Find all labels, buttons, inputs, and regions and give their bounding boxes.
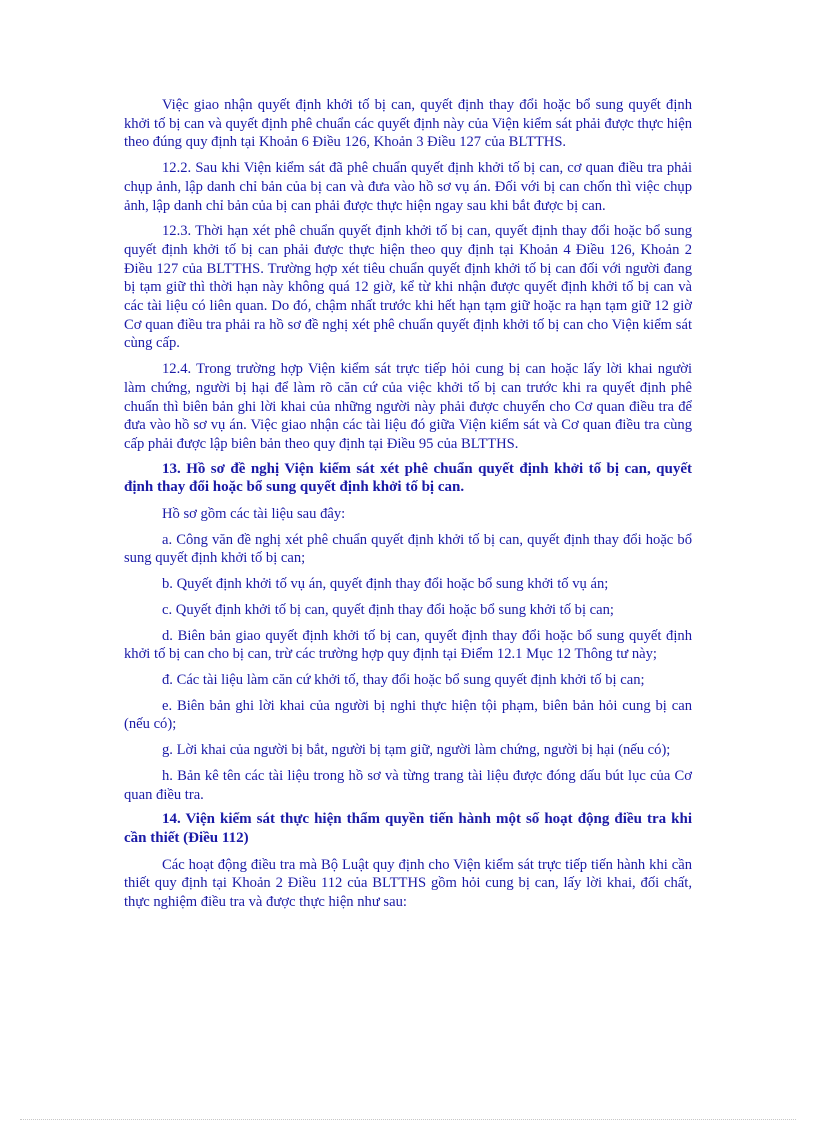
list-item-g: g. Lời khai của người bị bắt, người bị tạm giữ, người làm chứng, người bị hại (nếu có); [162, 742, 671, 759]
section-heading-13: 13. Hồ sơ đề nghị Viện kiểm sát xét phê chuẩn quyết định khởi tố bị can, quyết định thay đổi hoặc bổ sung quyết định khởi tố bị can. [124, 460, 692, 496]
list-item-e: e. Biên bản ghi lời khai của người bị nghi thực hiện tội phạm, biên bản hỏi cung bị can (nếu có); [124, 697, 692, 733]
list-item-b: b. Quyết định khởi tố vụ án, quyết định thay đổi hoặc bổ sung khởi tố vụ án; [162, 576, 609, 593]
paragraph-12-4: 12.4. Trong trường hợp Viện kiểm sát trực tiếp hỏi cung bị can hoặc lấy lời khai người làm chứng, người bị hại để làm rõ căn cứ của việc khởi tố bị can trước khi ra quyết định phê chuẩn thì biên bản ghi lời khai của những người này phải được chuyển cho Cơ quan điều tra để đưa vào hồ sơ vụ án. Việc giao nhận các tài liệu đó giữa Viện kiểm sát và Cơ quan điều tra cùng cấp phải được lập biên bản theo quy định tại Điều 95 của BLTTHS. [124, 361, 692, 452]
paragraph-dossier-intro: Hồ sơ gồm các tài liệu sau đây: [162, 506, 346, 523]
paragraph-investigation-activities: Các hoạt động điều tra mà Bộ Luật quy định cho Viện kiểm sát trực tiếp tiến hành khi cần thiết quy định tại Khoản 2 Điều 112 của BLTTHS gồm hỏi cung bị can, lấy lời khai, đối chất, thực nghiệm điều tra và được thực hiện như sau: [124, 856, 692, 911]
paragraph-12-2: 12.2. Sau khi Viện kiểm sát đã phê chuẩn quyết định khởi tố bị can, cơ quan điều tra phải chụp ảnh, lập danh chỉ bản của bị can và đưa vào hồ sơ vụ án. Đối với bị can chốn thì việc chụp ảnh, lập danh chỉ bản của bị can phải được thực hiện ngay sau khi bắt được bị can. [124, 160, 692, 214]
paragraph-delivery-of-decisions: Việc giao nhận quyết định khởi tố bị can, quyết định thay đổi hoặc bổ sung quyết định khởi tố bị can và quyết định phê chuẩn các quyết định này của Viện kiểm sát phải được thực hiện theo đúng quy định tại Khoản 6 Điều 126, Khoản 3 Điều 127 của BLTTHS. [124, 97, 692, 151]
list-item-c: c. Quyết định khởi tố bị can, quyết định thay đổi hoặc bổ sung khởi tố bị can; [162, 601, 614, 618]
page-bottom-divider [20, 1119, 796, 1120]
paragraph-12-3: 12.3. Thời hạn xét phê chuẩn quyết định khởi tố bị can, quyết định thay đổi hoặc bổ sung quyết định khởi tố bị can phải được thực hiện theo quy định tại Khoản 4 Điều 126, Khoản 2 Điều 127 của BLTTHS. Trường hợp xét tiêu chuẩn quyết định khởi tố bị can đối với người đang bị tạm giữ thì thời hạn này không quá 12 giờ, kể từ khi nhận được quyết định khởi tố bị can và các tài liệu có liên quan. Do đó, chậm nhất trước khi hết hạn tạm giữ hoặc ra hạn tạm giữ 12 giờ Cơ quan điều tra phải ra hồ sơ đề nghị xét phê chuẩn quyết định khởi tố bị can cho Viện kiểm sát cùng cấp. [124, 223, 692, 352]
list-item-d: d. Biên bản giao quyết định khởi tố bị can, quyết định thay đổi hoặc bổ sung quyết định khởi tố bị can cho bị can, trừ các trường hợp quy định tại Điểm 12.1 Mục 12 Thông tư này; [124, 627, 692, 663]
document-page [124, 96, 692, 919]
section-heading-14: 14. Viện kiểm sát thực hiện thẩm quyền tiến hành một số hoạt động điều tra khi cần thiết (Điều 112) [124, 811, 692, 846]
list-item-h: h. Bản kê tên các tài liệu trong hồ sơ và từng trang tài liệu được đóng dấu bút lục của Cơ quan điều tra. [124, 767, 692, 803]
list-item-a: a. Công văn đề nghị xét phê chuẩn quyết định khởi tố bị can, quyết định thay đổi hoặc bổ sung quyết định khởi tố bị can; [124, 531, 692, 567]
list-item-dd: đ. Các tài liệu làm căn cứ khởi tố, thay đổi hoặc bổ sung quyết định khởi tố bị can; [162, 671, 645, 688]
